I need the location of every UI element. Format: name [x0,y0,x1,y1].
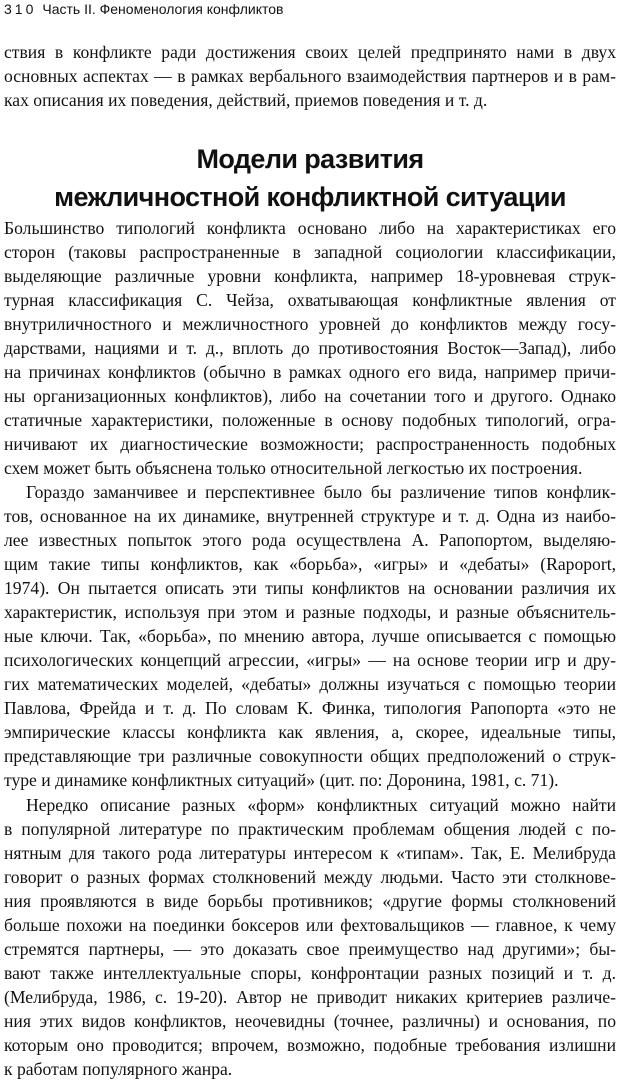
text-line: основных аспектах — в рамках вербального взаимодействия партнеров и в рам- [4,66,616,86]
intro-paragraph [4,40,616,112]
text-line: лее известных попыток этого рода осуществлена А. Рапопортом, выделяю- [4,530,616,550]
text-line: схем может быть объяснена только относительной легкостью их построения. [4,458,583,478]
running-title: Часть II. Феноменология конфликтов [42,1,284,17]
paragraph-3 [4,793,616,1081]
text-line: выделяющие различные уровни конфликта, например 18-уровневая струк- [4,266,616,286]
text-line: (Мелибруда, 1986, с. 19-20). Автор не приводит никаких критериев различе- [4,987,616,1007]
text-line: вают также интеллектуальные споры, конфронтации разных позиций и т. д. [4,963,616,983]
text-line: Большинство типологий конфликта основано либо на характеристиках его [4,218,616,238]
text-line: ные ключи. Так, «борьба», по мнению автора, лучше описывается с помощью [4,626,616,646]
text-line: сторон (таковы распространенные в западной социологии классификации, [4,242,616,262]
section-heading-line-1: Модели развития [196,144,424,174]
paragraph-1 [4,216,616,480]
text-line: ны организационных конфликтов), либо на сочетании того и другого. Однако [4,386,616,406]
running-head [4,0,604,18]
text-line: статичные характеристики, положенные в основу подобных типологий, огра- [4,410,616,430]
text-line: которым оно проводится; впрочем, возможно, подобные требования излишни [4,1035,616,1055]
text-line: щим такие типы конфликтов, как «борьба», «игры» и «дебаты» (Rapoport, [4,554,616,574]
paragraph-2 [4,480,616,792]
text-line: нятным для такого рода литературы интересом к «типам». Так, Е. Мелибруда [4,843,616,863]
text-line: психологических концепций агрессии, «игры» — на основе теории игр и дру- [4,650,616,670]
text-line: эмпирические классы конфликта как явления, а, скорее, идеальные типы, [4,722,616,742]
text-line: ничивают их диагностические возможности; распространенность подобных [4,434,616,454]
text-line: говорит о разных формах столкновений между людьми. Часто эти столкнове- [4,867,616,887]
text-line: гих математических моделей, «дебаты» должны изучаться с помощью теории [4,674,616,694]
text-line: к работам популярного жанра. [4,1059,233,1079]
text-line: представляющие три различные совокупности общих предположений о струк- [4,746,616,766]
section-heading-line-2: межличностной конфликтной ситуации [54,182,566,212]
text-line: ствия в конфликте ради достижения своих целей предпринято нами в двух [4,42,616,62]
text-line: в популярной литературе по практическим проблемам общения людей с по- [4,819,616,839]
text-line: турная классификация С. Чейза, охватывающая конфликтные явления от [4,290,616,310]
text-line: внутриличностного и межличностного уровней до конфликтов между госу- [4,314,616,334]
text-line: ках описания их поведения, действий, приемов поведения и т. д. [4,90,488,110]
text-line: Нередко описание разных «форм» конфликтных ситуаций можно найти [26,795,616,815]
text-line: тов, основанное на их динамике, внутренней структуре и т. д. Одна из наибо- [4,506,616,526]
text-line: 1974). Он пытается описать эти типы конфликтов на основании различия их [4,578,616,598]
text-line: туре и динамике конфликтных ситуаций» (цит. по: Доронина, 1981, с. 71). [4,770,559,790]
text-line: Гораздо заманчивее и перспективнее было бы различение типов конфлик- [26,482,616,502]
page-number: 310 [4,1,37,17]
section-heading [0,140,620,216]
text-line: стремятся партнеры, — это доказать свое преимущество над другими»; бы- [4,939,616,959]
text-line: характеристик, используя при этом и разные подходы, и разные объяснитель- [4,602,616,622]
text-line: дарствами, нациями и т. д., вплоть до противостояния Восток—Запад), либо [4,338,616,358]
text-line: на причинах конфликтов (обычно в рамках одного его вида, например причи- [4,362,616,382]
text-line: Павлова, Фрейда и т. д. По словам К. Финка, типология Рапопорта «это не [4,698,616,718]
text-line: больше похожи на поединки боксеров или фехтовальщиков — главное, к чему [4,915,616,935]
text-line: ния проявляются в виде борьбы противников; «другие формы столкновений [4,891,616,911]
text-line: ния этих видов конфликтов, неочевидны (точнее, различны) и основания, по [4,1011,616,1031]
